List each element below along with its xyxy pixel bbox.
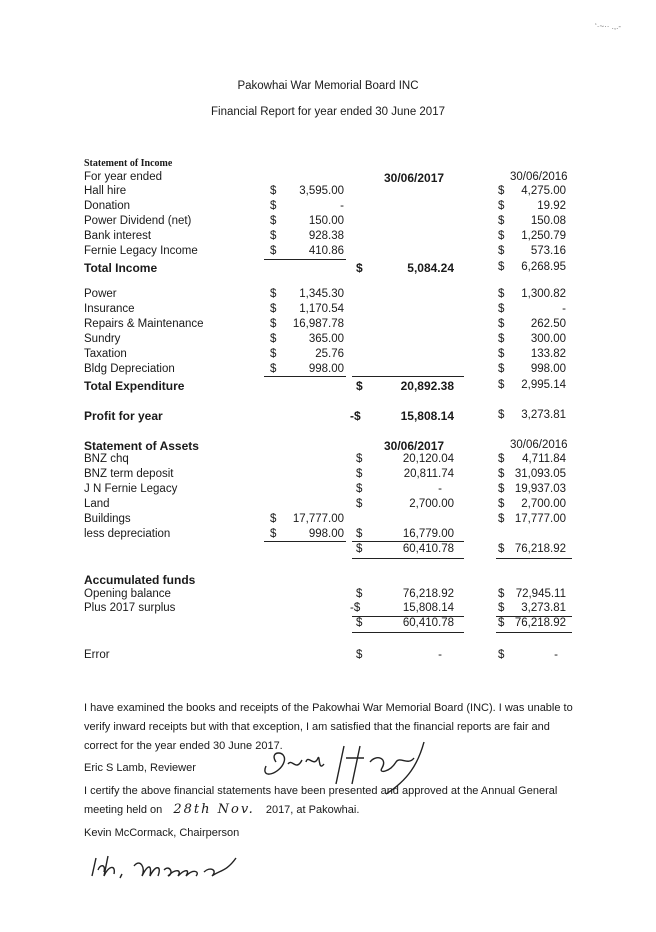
total-income-prev: 6,268.95 bbox=[521, 261, 566, 273]
asset-row-prev-dollar: $ bbox=[498, 483, 505, 495]
profit-prev-dollar: $ bbox=[498, 409, 505, 421]
buildings-prev: 17,777.00 bbox=[514, 513, 566, 525]
income-row-label: Power Dividend (net) bbox=[84, 215, 192, 227]
buildings-prev-dollar: $ bbox=[498, 513, 505, 525]
surplus-prev-dollar: $ bbox=[498, 602, 505, 614]
assets-total-underline bbox=[352, 558, 464, 559]
expense-row-amount: 365.00 bbox=[308, 333, 344, 345]
opening-prev: 72,945.11 bbox=[515, 588, 566, 600]
opening-prev-dollar: $ bbox=[498, 588, 505, 600]
col-2017-header: 30/06/2017 bbox=[384, 171, 445, 185]
assets-col-2016: 30/06/2016 bbox=[510, 439, 568, 451]
income-row-dollar: $ bbox=[270, 185, 277, 197]
income-row-prev-dollar: $ bbox=[498, 215, 505, 227]
income-row-prev: 1,250.79 bbox=[521, 230, 566, 242]
expense-row-amount: 998.00 bbox=[308, 363, 344, 375]
income-row-prev: 4,275.00 bbox=[521, 185, 566, 197]
profit-label: Profit for year bbox=[84, 409, 163, 423]
org-title: Pakowhai War Memorial Board INC bbox=[237, 80, 419, 92]
asset-row-prev-dollar: $ bbox=[498, 498, 505, 510]
asset-row-prev-dollar: $ bbox=[498, 468, 505, 480]
expense-row-dollar: $ bbox=[270, 303, 277, 315]
surplus-value: 15,808.14 bbox=[402, 602, 454, 614]
expense-row-amount: 16,987.78 bbox=[292, 318, 344, 330]
accumulated-total-prev: 76,218.92 bbox=[514, 617, 566, 629]
error-prev-dollar: $ bbox=[498, 649, 505, 661]
chair-name: Kevin McCormack, Chairperson bbox=[84, 827, 240, 839]
accumulated-label: Accumulated funds bbox=[84, 573, 196, 587]
surplus-prev: 3,273.81 bbox=[521, 602, 566, 614]
expense-row-label: Bldg Depreciation bbox=[84, 363, 175, 375]
asset-row-dollar: $ bbox=[356, 483, 363, 495]
error-dollar: $ bbox=[356, 649, 363, 661]
error-value: - bbox=[438, 649, 442, 661]
expense-row-prev: 133.82 bbox=[530, 348, 566, 360]
asset-row-prev: 31,093.05 bbox=[514, 468, 566, 480]
buildings-dollar: $ bbox=[270, 513, 277, 525]
total-income-label: Total Income bbox=[84, 261, 158, 275]
expense-row-label: Sundry bbox=[84, 333, 121, 345]
total-exp-label: Total Expenditure bbox=[84, 379, 185, 393]
expense-row-label: Taxation bbox=[84, 348, 127, 360]
less-dep-underline bbox=[264, 541, 346, 542]
opening-value: 76,218.92 bbox=[402, 588, 454, 600]
profit-sign: -$ bbox=[350, 409, 361, 423]
chair-signature bbox=[86, 848, 266, 888]
error-label: Error bbox=[84, 649, 110, 661]
income-row-dollar: $ bbox=[270, 215, 277, 227]
asset-row-prev: 4,711.84 bbox=[522, 453, 566, 465]
asset-row-label: J N Fernie Legacy bbox=[84, 483, 178, 495]
expense-row-prev: 1,300.82 bbox=[521, 288, 566, 300]
expense-row-dollar: $ bbox=[270, 348, 277, 360]
cert-line-3: correct for the year ended 30 June 2017. bbox=[84, 740, 283, 752]
less-dep-amt: 998.00 bbox=[308, 528, 344, 540]
accumulated-total-prev-dollar: $ bbox=[498, 617, 505, 629]
expense-row-label: Insurance bbox=[84, 303, 135, 315]
income-row-label: Bank interest bbox=[84, 230, 152, 242]
assets-total-dollar: $ bbox=[356, 543, 363, 555]
surplus-label: Plus 2017 surplus bbox=[84, 602, 176, 614]
asset-row-label: Land bbox=[84, 498, 110, 510]
expense-row-label: Repairs & Maintenance bbox=[84, 318, 204, 330]
income-row-prev-dollar: $ bbox=[498, 185, 505, 197]
income-row-label: Fernie Legacy Income bbox=[84, 245, 198, 257]
assets-section-label: Statement of Assets bbox=[84, 439, 199, 453]
expense-row-prev: - bbox=[562, 303, 566, 315]
expense-row-prev: 262.50 bbox=[530, 318, 566, 330]
report-subtitle: Financial Report for year ended 30 June 2017 bbox=[211, 106, 445, 118]
total-exp-value: 20,892.38 bbox=[400, 379, 454, 393]
income-row-prev: 19.92 bbox=[537, 200, 566, 212]
assets-subtotal-line bbox=[352, 541, 464, 542]
opening-label: Opening balance bbox=[84, 588, 171, 600]
corner-note: ‘·~·· .,.- bbox=[595, 22, 621, 31]
exp-divider bbox=[264, 376, 346, 377]
buildings-label: Buildings bbox=[84, 513, 131, 525]
income-row-label: Hall hire bbox=[84, 185, 127, 197]
surplus-sign: -$ bbox=[350, 602, 361, 614]
expense-row-dollar: $ bbox=[270, 363, 277, 375]
asset-row-label: BNZ term deposit bbox=[84, 468, 174, 480]
less-dep-label: less depreciation bbox=[84, 528, 171, 540]
income-row-prev-dollar: $ bbox=[498, 245, 505, 257]
total-income-value: 5,084.24 bbox=[407, 261, 454, 275]
asset-row-dollar: $ bbox=[356, 498, 363, 510]
exp-total-underline bbox=[352, 376, 464, 377]
expense-row-prev-dollar: $ bbox=[498, 318, 505, 330]
income-row-dollar: $ bbox=[270, 200, 277, 212]
income-row-prev-dollar: $ bbox=[498, 230, 505, 242]
asset-row-dollar: $ bbox=[356, 453, 363, 465]
asset-row-value: 20,120.04 bbox=[402, 453, 454, 465]
total-income-prev-dollar: $ bbox=[498, 261, 505, 273]
assets-total-prev-underline bbox=[496, 558, 572, 559]
cert-line-1: I have examined the books and receipts of the Pakowhai War Memorial Board (INC). I was unable to bbox=[84, 702, 573, 714]
asset-row-label: BNZ chq bbox=[84, 453, 129, 465]
accumulated-total-dollar: $ bbox=[356, 617, 363, 629]
asset-row-value: - bbox=[438, 483, 442, 495]
profit-value: 15,808.14 bbox=[400, 409, 454, 423]
expense-row-prev-dollar: $ bbox=[498, 348, 505, 360]
expense-row-amount: 1,170.54 bbox=[299, 303, 344, 315]
assets-total-prev: 76,218.92 bbox=[514, 543, 566, 555]
expense-row-dollar: $ bbox=[270, 288, 277, 300]
reviewer-name: Eric S Lamb, Reviewer bbox=[84, 762, 196, 774]
less-dep-dollar: $ bbox=[270, 528, 277, 540]
assets-total-prev-dollar: $ bbox=[498, 543, 505, 555]
accumulated-total: 60,410.78 bbox=[402, 617, 454, 629]
cert-line-5 bbox=[84, 800, 359, 820]
cert-line-4: I certify the above financial statements have been presented and approved at the Annual General bbox=[84, 785, 558, 797]
cert-line-2: verify inward receipts but with that exception, I am satisfied that the financial reports are fair and bbox=[84, 721, 550, 733]
assets-total: 60,410.78 bbox=[402, 543, 454, 555]
total-exp-prev-dollar: $ bbox=[498, 379, 505, 391]
meeting-held-on: meeting held on bbox=[84, 804, 163, 816]
asset-row-value: 20,811.74 bbox=[403, 468, 454, 480]
buildings-amt: 17,777.00 bbox=[292, 513, 344, 525]
income-row-amount: 410.86 bbox=[308, 245, 344, 257]
asset-row-prev-dollar: $ bbox=[498, 453, 505, 465]
income-row-amount: - bbox=[340, 200, 344, 212]
income-row-dollar: $ bbox=[270, 230, 277, 242]
for-year-label: For year ended bbox=[84, 171, 162, 183]
income-row-prev-dollar: $ bbox=[498, 200, 505, 212]
assets-col-2017: 30/06/2017 bbox=[384, 439, 445, 453]
asset-row-value: 2,700.00 bbox=[409, 498, 454, 510]
expense-row-label: Power bbox=[84, 288, 117, 300]
opening-dollar: $ bbox=[356, 588, 363, 600]
error-prev: - bbox=[554, 649, 558, 661]
asset-row-dollar: $ bbox=[356, 468, 363, 480]
income-row-amount: 150.00 bbox=[308, 215, 344, 227]
meeting-location: 2017, at Pakowhai. bbox=[265, 804, 360, 816]
income-row-prev: 150.08 bbox=[530, 215, 566, 227]
accumulated-total-prev-underline bbox=[496, 632, 572, 633]
less-dep-val: 16,779.00 bbox=[402, 528, 454, 540]
expense-row-prev: 300.00 bbox=[530, 333, 566, 345]
expense-row-prev-dollar: $ bbox=[498, 288, 505, 300]
income-section-label: Statement of Income bbox=[84, 158, 173, 169]
income-row-dollar: $ bbox=[270, 245, 277, 257]
col-2016-header: 30/06/2016 bbox=[510, 171, 568, 183]
expense-row-prev-dollar: $ bbox=[498, 303, 505, 315]
expense-row-dollar: $ bbox=[270, 318, 277, 330]
reviewer-signature bbox=[248, 728, 448, 798]
total-exp-prev: 2,995.14 bbox=[521, 379, 566, 391]
expense-row-prev-dollar: $ bbox=[498, 333, 505, 345]
income-divider bbox=[264, 259, 346, 260]
expense-row-prev-dollar: $ bbox=[498, 363, 505, 375]
total-income-dollar: $ bbox=[356, 261, 363, 275]
asset-row-prev: 2,700.00 bbox=[521, 498, 566, 510]
expense-row-dollar: $ bbox=[270, 333, 277, 345]
income-row-label: Donation bbox=[84, 200, 131, 212]
total-exp-dollar: $ bbox=[356, 379, 363, 393]
asset-row-prev: 19,937.03 bbox=[514, 483, 566, 495]
expense-row-amount: 25.76 bbox=[315, 348, 344, 360]
income-row-amount: 928.38 bbox=[308, 230, 344, 242]
handwritten-date: 28th Nov. bbox=[173, 802, 255, 817]
profit-prev: 3,273.81 bbox=[521, 409, 566, 421]
expense-row-prev: 998.00 bbox=[530, 363, 566, 375]
accumulated-total-underline bbox=[352, 632, 464, 633]
less-dep-val-dollar: $ bbox=[356, 528, 363, 540]
expense-row-amount: 1,345.30 bbox=[299, 288, 344, 300]
income-row-prev: 573.16 bbox=[530, 245, 566, 257]
income-row-amount: 3,595.00 bbox=[299, 185, 344, 197]
